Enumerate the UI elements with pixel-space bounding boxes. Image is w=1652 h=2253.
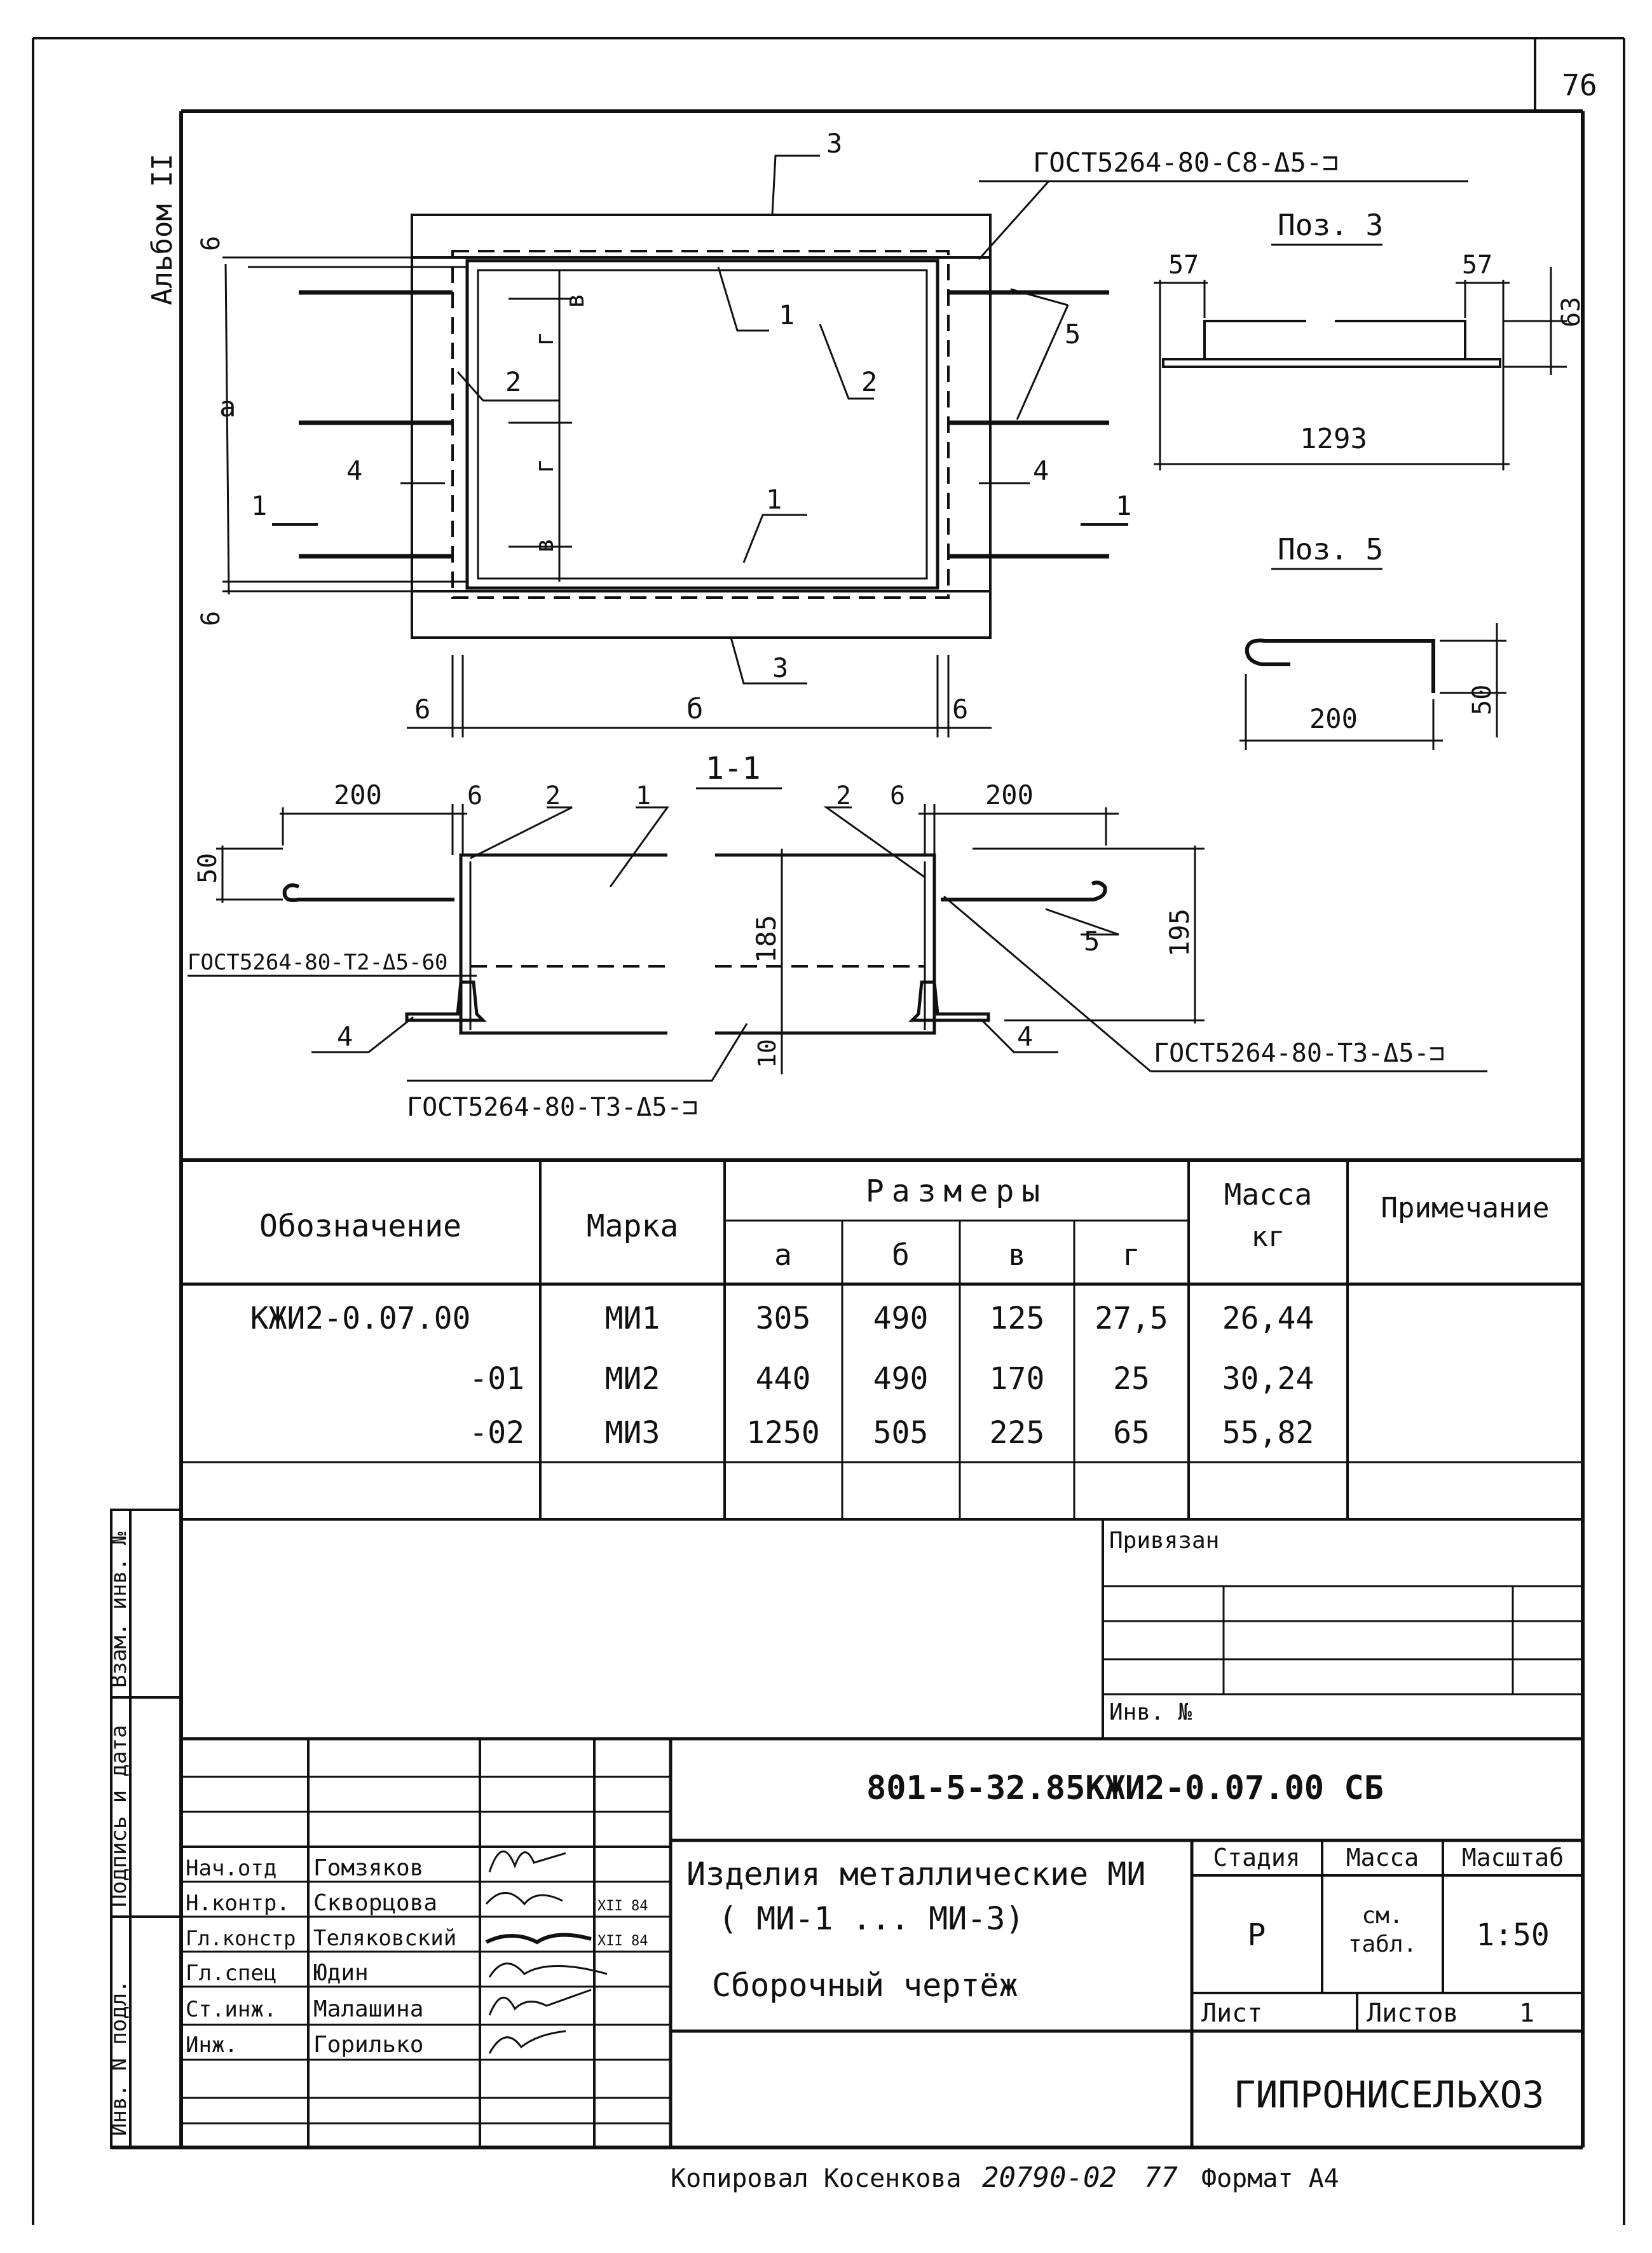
callout-1-bottom: 1 [766,484,782,515]
row2-mass: 30,24 [1222,1361,1314,1397]
sig-role: Гл.констр [186,1926,296,1950]
sig-role: Инж. [186,2032,238,2058]
header-g: г [1123,1238,1140,1272]
callout-5-plan: 5 [1065,318,1081,350]
gost-section-left: ГОСТ5264-80-Т2-Δ5-60 [188,950,448,975]
row3-designation: -02 [469,1415,524,1451]
dim-6-left-bottom: 6 [414,694,431,725]
sig-name: Теляковский [313,1926,457,1951]
section-callout-4-left: 4 [337,1021,353,1052]
gost-section-right: ГОСТ5264-80-Т3-Δ5-⊐ [1154,1039,1445,1068]
table-row [469,1415,1314,1451]
section-callout-2-right: 2 [836,781,852,811]
row2-mark: МИ2 [604,1361,660,1397]
header-mark: Марка [586,1209,679,1244]
row1-v: 125 [989,1301,1045,1336]
section-dim-50: 50 [193,853,222,884]
section-title: 1-1 [706,751,761,786]
stamp-podpis: Подпись и дата [106,1725,132,1907]
section-callout-4-right: 4 [1017,1021,1034,1052]
row3-a: 1250 [746,1415,820,1451]
callout-4-right: 4 [1033,455,1049,486]
section-dim-6-right: 6 [890,781,906,811]
row2-designation: -01 [469,1361,524,1397]
sheets-label: Листов [1367,1999,1459,2028]
page-number: 76 [1562,68,1597,102]
section-callout-5: 5 [1084,926,1100,957]
stamp-inv: Инв. N подл. [106,1980,132,2136]
poz3-dim-63: 63 [1557,296,1586,327]
scale-label: Масштаб [1461,1844,1564,1872]
footer-format: Формат А4 [1201,2164,1339,2193]
dim-b-label: б [686,693,704,725]
poz3-title: Поз. 3 [1278,208,1384,242]
callout-1-top: 1 [779,299,795,331]
table-row [469,1361,1314,1397]
row1-mass: 26,44 [1222,1301,1314,1336]
gost-section-bottom: ГОСТ5264-80-Т3-Δ5-⊐ [407,1093,698,1122]
stamp-vzam: Взам. инв. № [106,1531,132,1688]
section-dim-200-right: 200 [985,779,1034,811]
header-b: б [892,1238,910,1272]
poz5-drawing [1239,623,1506,750]
header-designation: Обозначение [259,1209,461,1244]
footer-copied: Копировал Косенкова [671,2164,962,2193]
dim-6-bottom: 6 [196,610,226,626]
row2-a: 440 [755,1361,811,1397]
header-mass-unit: кг [1251,1221,1285,1253]
doc-name-line1: Изделия металлические МИ [686,1856,1146,1893]
dim-g-bottom: г [530,458,559,474]
dim-6-right-bottom: 6 [952,694,969,725]
stage-value: Р [1247,1917,1266,1953]
poz3-dim-57-right: 57 [1462,250,1493,280]
sig-name: Горилько [313,2032,424,2058]
section-dim-185: 185 [751,915,782,963]
privyazan-block [181,1519,1583,1739]
callout-3-top: 3 [826,128,843,159]
section-callout-1: 1 [636,781,652,811]
album-label: Альбом II [146,153,179,305]
signature-rows [186,1855,648,2058]
doc-name-line3: Сборочный чертёж [712,1967,1018,2004]
header-note: Примечание [1381,1192,1550,1224]
section-dim-200-left: 200 [334,779,382,811]
row1-a: 305 [755,1301,811,1336]
sig-role: Нач.отд [186,1856,277,1881]
sig-name: Гомзяков [313,1855,424,1881]
row3-mark: МИ3 [604,1415,660,1451]
dim-6-top: 6 [196,235,226,251]
table-row [250,1301,1314,1336]
sig-role: Гл.спец [186,1961,277,1986]
section-dim-195: 195 [1164,908,1195,957]
callout-2-left: 2 [505,366,522,397]
poz5-title: Поз. 5 [1278,532,1384,566]
sig-role: Н.контр. [186,1891,290,1916]
section-mark-right: 1 [1116,490,1132,521]
row3-mass: 55,82 [1222,1415,1314,1451]
callout-2-right: 2 [861,366,878,397]
row3-g: 65 [1113,1415,1150,1451]
callout-3-bottom: 3 [772,652,789,683]
section-dim-10: 10 [753,1039,781,1068]
dim-a-label: а [219,391,236,423]
footer-number: 20790-02 [982,2161,1117,2194]
row1-mark: МИ1 [604,1301,660,1336]
sig-name: Юдин [313,1960,369,1986]
privyazan-title: Привязан [1109,1528,1220,1554]
dim-v-bottom: в [530,537,559,553]
footer-page: 77 [1144,2161,1178,2194]
row3-v: 225 [989,1415,1045,1451]
header-sizes: Размеры [865,1174,1048,1209]
mass-label: Масса [1346,1844,1419,1872]
poz5-dim-200: 200 [1309,703,1358,734]
sig-name: Малашина [313,1996,424,2022]
sig-date: XII 84 [597,1933,648,1949]
section-dim-6-left: 6 [467,781,483,811]
privyazan-inv: Инв. № [1109,1699,1192,1725]
scale-value: 1:50 [1476,1917,1550,1953]
dim-v-top: в [561,292,590,308]
mass-value-line1: см. [1362,1903,1403,1929]
gost-top-label: ГОСТ5264-80-С8-Δ5-⊐ [1033,147,1339,178]
sheet-label: Лист [1201,1999,1263,2028]
poz3-dim-length: 1293 [1300,423,1367,455]
poz3-dim-57-left: 57 [1168,250,1199,280]
row1-b: 490 [873,1301,929,1336]
poz5-dim-50: 50 [1468,684,1497,715]
sig-role: Ст.инж. [186,1997,277,2022]
doc-name-line2: ( МИ-1 ... МИ-3) [718,1900,1025,1937]
header-v: в [1008,1238,1026,1272]
plan-view [222,156,1468,737]
section-mark-left: 1 [251,490,268,521]
row2-g: 25 [1113,1361,1150,1397]
row1-designation: КЖИ2-0.07.00 [250,1301,471,1336]
stage-label: Стадия [1213,1844,1300,1872]
header-mass: Масса [1224,1177,1313,1212]
row2-b: 490 [873,1361,929,1397]
dim-g-top: г [530,331,559,346]
row3-b: 505 [873,1415,929,1451]
row1-g: 27,5 [1095,1301,1168,1336]
sig-date: XII 84 [597,1898,648,1914]
organization-name: ГИПРОНИСЕЛЬХОЗ [1233,2073,1545,2116]
sheets-value: 1 [1519,1999,1535,2028]
sig-name: Скворцова [313,1890,438,1916]
callout-4-left: 4 [346,455,363,486]
mass-value-line2: табл. [1348,1931,1417,1957]
doc-code: 801-5-32.85КЖИ2-0.07.00 СБ [866,1769,1384,1807]
row2-v: 170 [989,1361,1045,1397]
header-a: а [774,1238,792,1272]
section-callout-2-left: 2 [545,781,561,811]
